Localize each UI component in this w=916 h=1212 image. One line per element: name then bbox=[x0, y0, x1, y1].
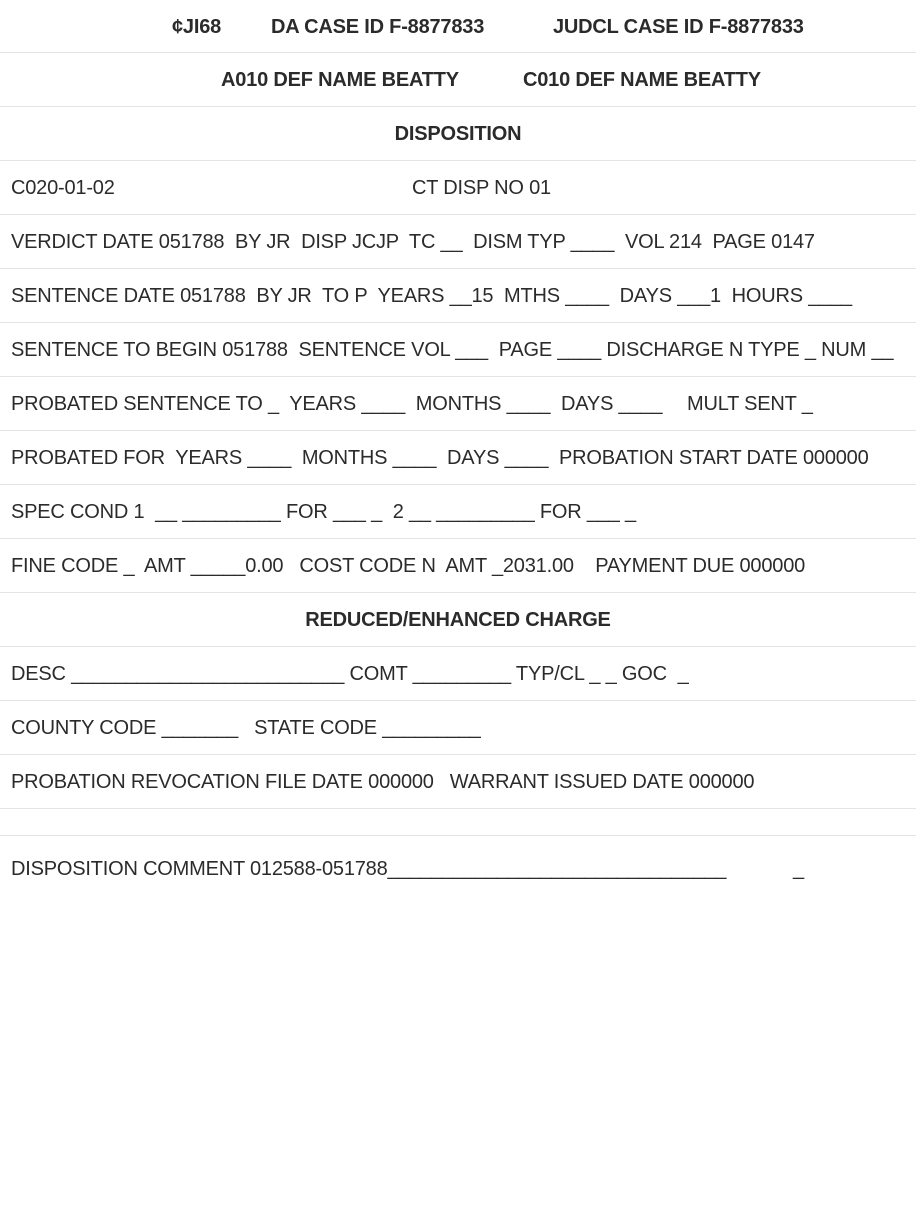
spec-cond-row: SPEC COND 1 __ _________ FOR ___ _ 2 __ _________ FOR ___ _ bbox=[0, 485, 916, 539]
disposition-comment-tail: _ bbox=[793, 858, 804, 880]
sentence-row: SENTENCE DATE 051788 BY JR TO P YEARS __15 MTHS ____ DAYS ___1 HOURS ____ bbox=[0, 269, 916, 323]
revocation-row: PROBATION REVOCATION FILE DATE 000000 WARRANT ISSUED DATE 000000 bbox=[0, 755, 916, 809]
reduced-enhanced-heading: REDUCED/ENHANCED CHARGE bbox=[0, 593, 916, 647]
disposition-comment: DISPOSITION COMMENT 012588-051788_______________________________ bbox=[11, 858, 727, 880]
a010-def-name: A010 DEF NAME BEATTY bbox=[221, 69, 459, 91]
county-state-code-row: COUNTY CODE _______ STATE CODE _________ bbox=[0, 701, 916, 755]
disposition-comment-row bbox=[0, 836, 916, 911]
c020-row bbox=[0, 161, 916, 215]
desc-row: DESC _________________________ COMT _________ TYP/CL _ _ GOC _ bbox=[0, 647, 916, 701]
c020-code: C020-01-02 bbox=[11, 177, 115, 199]
defendant-names-row bbox=[0, 53, 916, 107]
judcl-case-id: JUDCL CASE ID F-8877833 bbox=[553, 16, 804, 38]
ct-disp-no: CT DISP NO 01 bbox=[412, 177, 551, 199]
da-case-id: DA CASE ID F-8877833 bbox=[271, 16, 485, 38]
header-row bbox=[0, 0, 916, 53]
verdict-row: VERDICT DATE 051788 BY JR DISP JCJP TC __ DISM TYP ____ VOL 214 PAGE 0147 bbox=[0, 215, 916, 269]
probated-for-row: PROBATED FOR YEARS ____ MONTHS ____ DAYS ____ PROBATION START DATE 000000 bbox=[0, 431, 916, 485]
screen-code: ¢JI68 bbox=[172, 16, 222, 38]
sentence-begin-row: SENTENCE TO BEGIN 051788 SENTENCE VOL ___ PAGE ____ DISCHARGE N TYPE _ NUM __ bbox=[0, 323, 916, 377]
probated-sentence-to: PROBATED SENTENCE TO _ YEARS ____ MONTHS ____ DAYS ____ bbox=[11, 393, 663, 415]
probated-sentence-row bbox=[0, 377, 916, 431]
fine-row: FINE CODE _ AMT _____0.00 COST CODE N AMT _2031.00 PAYMENT DUE 000000 bbox=[0, 539, 916, 593]
disposition-heading: DISPOSITION bbox=[0, 107, 916, 161]
mult-sent: MULT SENT _ bbox=[687, 393, 813, 415]
c010-def-name: C010 DEF NAME BEATTY bbox=[523, 69, 761, 91]
